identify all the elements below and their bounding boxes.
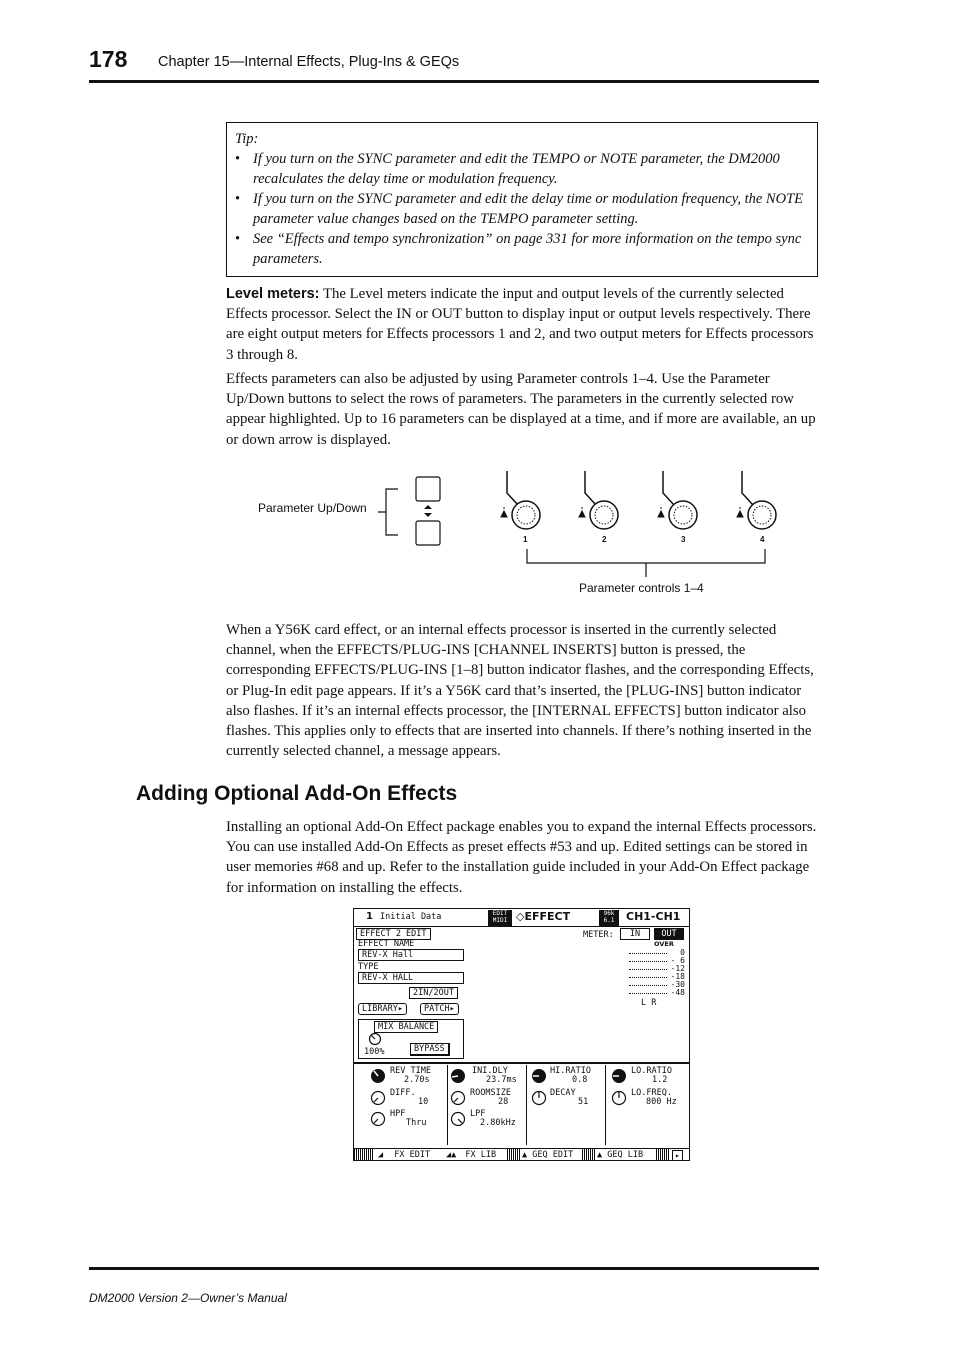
- tab-geq-lib[interactable]: ▲ GEQ LIB: [597, 1150, 644, 1160]
- meter-scale-row: -30: [629, 981, 689, 989]
- parameter-up-button[interactable]: [416, 477, 440, 501]
- sample-rate-indicator: 96k 6.1: [599, 910, 619, 926]
- tab-geq-edit[interactable]: ▲ GEQ EDIT: [522, 1150, 574, 1160]
- tip-item: • See “Effects and tempo synchronization” on page 331 for more information on the tempo sync parameters.: [235, 231, 802, 267]
- parameter-down-button[interactable]: [416, 521, 440, 545]
- mix-balance-value: 100%: [364, 1047, 385, 1057]
- param-value: 51: [578, 1097, 589, 1107]
- effect-name-label: EFFECT NAME: [358, 939, 415, 949]
- section-paragraph: Installing an optional Add-On Effect package enables you to expand the internal Effects processors. You can use installed Add-On Effects as preset effects #53 and up. Edited settings can be stored in user memories #68 and up. Refer to the installation guide included in your Add-On Effect package for information on installing the effects.: [226, 819, 817, 896]
- meter-label: METER:: [583, 930, 614, 940]
- footer-rule: [89, 1267, 819, 1270]
- meter-in-button[interactable]: IN: [620, 928, 650, 940]
- rev-time-knob-icon[interactable]: [370, 1068, 386, 1084]
- level-meters-paragraph: [226, 284, 818, 365]
- param-value: 2.70s: [404, 1075, 430, 1085]
- tab-fx-lib[interactable]: ◢▲ FX LIB: [446, 1150, 497, 1160]
- type-field: REV-X HALL: [358, 972, 464, 984]
- next-tab-arrow-icon[interactable]: ▸: [672, 1150, 683, 1161]
- control-number: 4: [760, 535, 765, 544]
- param-name: ROOMSIZE: [470, 1088, 511, 1098]
- tip-item: • If you turn on the SYNC parameter and edit the delay time or modulation frequency, the NOTE parameter value changes based on the TEMPO parameter setting.: [235, 191, 803, 227]
- param-value: 0.8: [572, 1075, 588, 1085]
- parameter-control-1[interactable]: [501, 471, 540, 544]
- param-value: 800 Hz: [646, 1097, 677, 1107]
- param-name: HI.RATIO: [550, 1066, 591, 1076]
- section-heading: Adding Optional Add-On Effects: [136, 782, 458, 805]
- patch-button[interactable]: PATCH▸: [420, 1003, 459, 1015]
- parameter-control-2[interactable]: [579, 471, 618, 544]
- level-meters-text: The Level meters indicate the input and output levels of the currently selected Effects processor. Select the IN or OUT button to display input or output levels respectively. There are eight output meters for Effects processors 1 and 2, and two output meters for Effects processors 3 through 8.: [226, 286, 814, 363]
- lo-ratio-knob-icon[interactable]: [611, 1068, 627, 1084]
- control-number: 1: [523, 535, 528, 544]
- channel-indicator: CH1-CH1: [626, 910, 681, 923]
- param-value: 10: [418, 1097, 429, 1107]
- param-name: LO.RATIO: [631, 1066, 672, 1076]
- param-name: INI.DLY: [472, 1066, 508, 1076]
- param-name: DIFF.: [390, 1088, 416, 1098]
- param-name: LPF: [470, 1109, 486, 1119]
- parameter-control-3[interactable]: [658, 471, 697, 544]
- param-name: HPF: [390, 1109, 406, 1119]
- io-indicator: 2IN/2OUT: [409, 987, 458, 999]
- param-value: 23.7ms: [486, 1075, 517, 1085]
- meter-scale-row: 0: [629, 949, 689, 957]
- parameter-updown-label: Parameter Up/Down: [258, 501, 367, 515]
- parameters-paragraph: Effects parameters can also be adjusted by using Parameter controls 1–4. Use the Parameter Up/Down buttons to select the rows of parameters. The parameters in the currently selected row appear highlighted. Up to 16 parameters can be displayed at a time, and if more are available, an up or down arrow is displayed.: [226, 371, 816, 448]
- meter-over-label: OVER: [654, 940, 674, 948]
- chapter-title: Chapter 15—Internal Effects, Plug-Ins & GEQs: [158, 54, 460, 70]
- meter-scale-row: - 6: [629, 957, 689, 965]
- param-value: 2.80kHz: [480, 1118, 516, 1128]
- param-name: REV TIME: [390, 1066, 431, 1076]
- effect-edit-tab[interactable]: EFFECT 2 EDIT: [356, 928, 431, 940]
- param-value: 1.2: [652, 1075, 668, 1085]
- updown-arrows-icon: [424, 505, 432, 517]
- param-name: LO.FREQ.: [631, 1088, 672, 1098]
- parameter-controls-figure: [250, 465, 790, 605]
- param-value: Thru: [406, 1118, 427, 1128]
- roomsize-knob-icon[interactable]: [450, 1090, 466, 1106]
- type-label: TYPE: [358, 962, 379, 972]
- edit-midi-indicator: EDIT MIDI: [488, 910, 512, 926]
- control-number: 3: [681, 535, 686, 544]
- ini-dly-knob-icon[interactable]: [450, 1068, 466, 1084]
- effect-edit-screen: [353, 908, 690, 1161]
- insert-paragraph: When a Y56K card effect, or an internal effects processor is inserted in the currently selected channel, when the EFFECTS/PLUG-INS [CHANNEL INSERTS] button is pressed, the corresponding EFFECTS/PLUG-INS [1–8] button indicator flashes, and the corresponding Effects, or Plug-In edit page appears. If it’s a Y56K card that’s inserted, the [PLUG-INS] button indicator also flashes. If it’s an internal effects processor, the [INTERNAL EFFECTS] button indicator also flashes. This applies only to effects that are inserted into channels. If there’s nothing inserted in the currently selected channel, a message appears.: [226, 622, 814, 760]
- meter-scale-row: -12: [629, 965, 689, 973]
- footer-text: DM2000 Version 2—Owner’s Manual: [89, 1291, 287, 1305]
- tip-item: • If you turn on the SYNC parameter and edit the TEMPO or NOTE parameter, the DM2000 recalculates the delay time or modulation frequency.: [235, 151, 780, 187]
- tip-label: Tip:: [235, 131, 259, 147]
- diff-knob-icon[interactable]: [370, 1090, 386, 1106]
- hpf-knob-icon[interactable]: [370, 1111, 386, 1127]
- effect-name-field[interactable]: REV-X Hall: [358, 949, 464, 961]
- tab-fx-edit[interactable]: ◢ FX EDIT: [378, 1150, 431, 1160]
- param-value: 28: [498, 1097, 509, 1107]
- meter-out-button[interactable]: OUT: [654, 928, 684, 940]
- meter-lr-label: L R: [641, 998, 657, 1008]
- level-meters-lead: Level meters:: [226, 286, 320, 302]
- param-name: DECAY: [550, 1088, 576, 1098]
- page-title: ◇EFFECT: [516, 910, 571, 923]
- tip-box: [226, 122, 818, 277]
- meter-scale-row: -18: [629, 973, 689, 981]
- control-number: 2: [602, 535, 607, 544]
- lpf-knob-icon[interactable]: [450, 1111, 466, 1127]
- scene-number: 1: [366, 911, 373, 922]
- parameter-control-4[interactable]: [737, 471, 776, 544]
- bypass-button[interactable]: BYPASS: [410, 1043, 450, 1056]
- parameter-controls-label: Parameter controls 1–4: [579, 581, 704, 595]
- lo-freq-knob-icon[interactable]: [611, 1090, 627, 1106]
- tab-scrollbar: [354, 1149, 374, 1161]
- meter-scale-row: -48: [629, 989, 689, 997]
- decay-knob-icon[interactable]: [531, 1090, 547, 1106]
- mix-balance-knob-icon[interactable]: [368, 1032, 382, 1046]
- hi-ratio-knob-icon[interactable]: [531, 1068, 547, 1084]
- page-number: 178: [89, 46, 128, 72]
- scene-name: Initial Data: [380, 912, 442, 922]
- library-button[interactable]: LIBRARY▸: [358, 1003, 407, 1015]
- mix-balance-label: MIX BALANCE: [374, 1021, 438, 1033]
- header-rule: [89, 80, 819, 83]
